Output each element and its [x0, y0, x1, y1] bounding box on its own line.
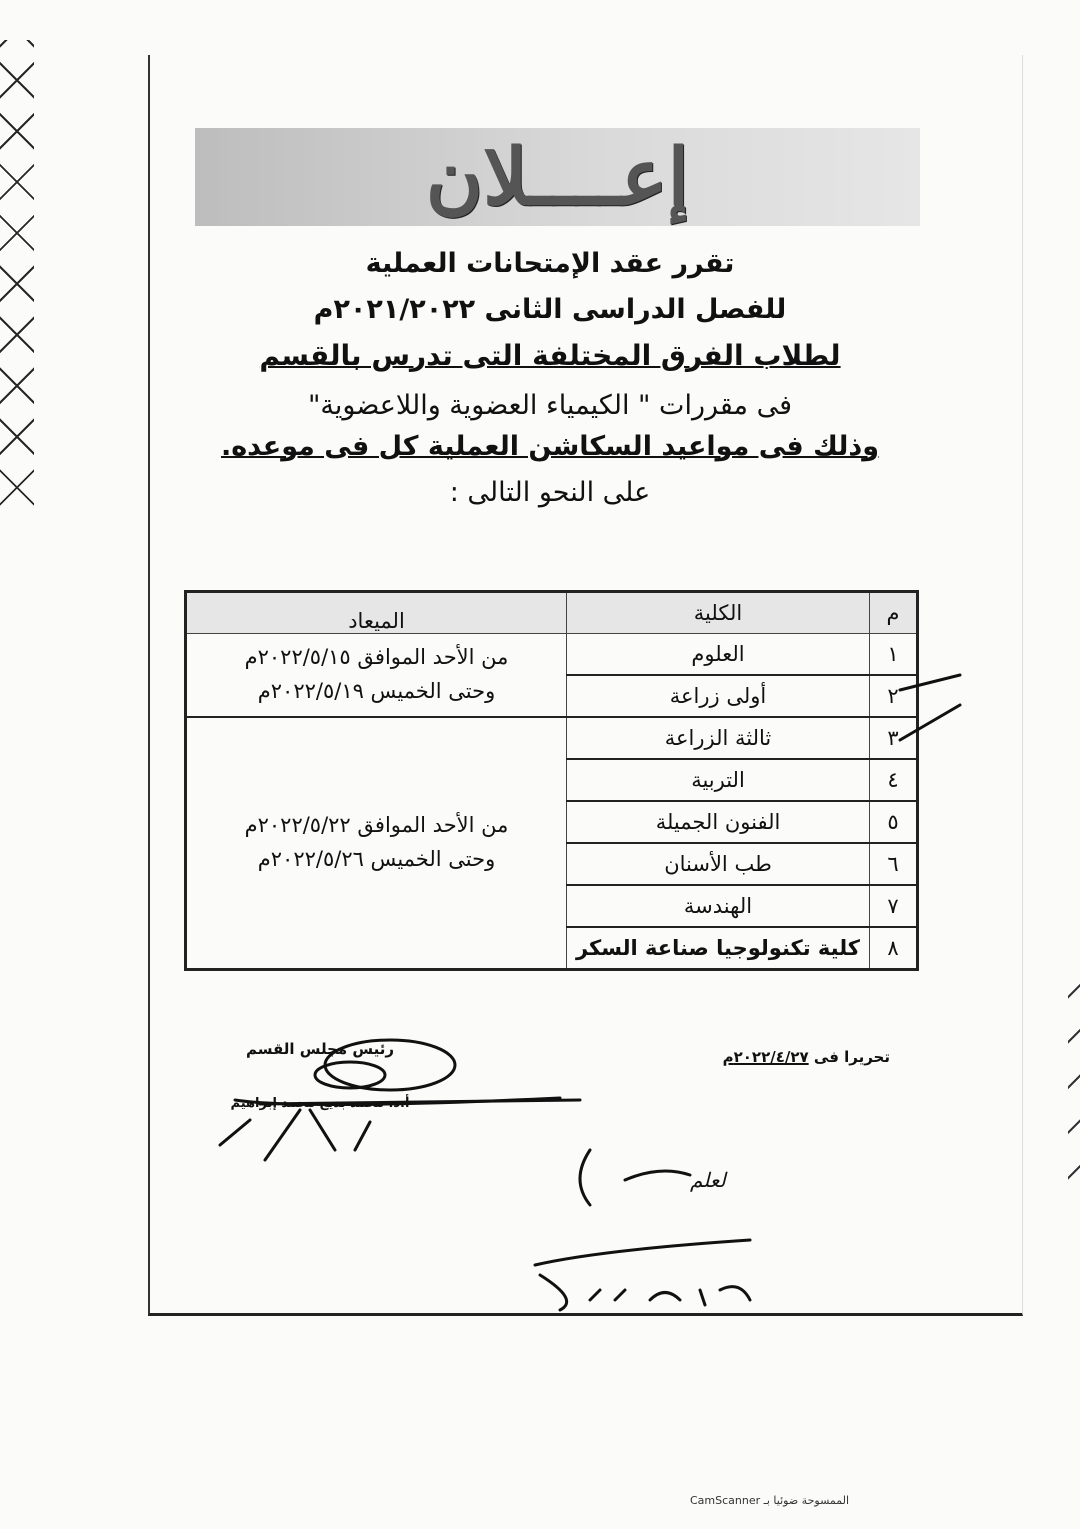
date-group-2-start: من الأحد الموافق ٢٠٢٢/٥/٢٢م	[244, 813, 509, 838]
date-group-1-end: وحتى الخميس ٢٠٢٢/٥/١٩م	[257, 679, 496, 703]
row-faculty: العلوم	[567, 634, 870, 676]
header-faculty: الكلية	[567, 592, 870, 634]
written-on-label: تحريرا فى	[813, 1048, 890, 1066]
signatory-title: رئيس مجلس القسم	[245, 1040, 395, 1058]
row-num: ٣	[870, 717, 918, 759]
table-row	[186, 717, 918, 759]
date-group-2	[186, 717, 567, 970]
handwritten-note: لعلم	[690, 1168, 726, 1192]
signatory-name: أ.د. محمد بديع محمد إبراهيم	[230, 1096, 410, 1111]
written-on-date: ٢٠٢٢/٤/٢٧م	[722, 1048, 809, 1066]
row-faculty: الفنون الجميلة	[567, 801, 870, 843]
hatch-pattern-left	[0, 40, 34, 520]
camscanner-watermark: الممسوحة ضوئيا بـ CamScanner	[690, 1494, 850, 1507]
row-faculty: كلية تكنولوجيا صناعة السكر	[567, 927, 870, 970]
written-on	[700, 1048, 890, 1066]
announcement-title: إعــــلان	[425, 131, 690, 223]
row-faculty: الهندسة	[567, 885, 870, 927]
table-row	[186, 634, 918, 676]
body-line-5: وذلك فى مواعيد السكاشن العملية كل فى موعده.	[220, 430, 880, 462]
body-line-3: لطلاب الفرق المختلفة التى تدرس بالقسم	[259, 338, 841, 372]
row-num: ٦	[870, 843, 918, 885]
body-line-2: للفصل الدراسى الثانى ٢٠٢١/٢٠٢٢م	[313, 294, 787, 326]
body-line-4: فى مقررات " الكيمياء العضوية واللاعضوية"	[307, 390, 793, 422]
row-num: ١	[870, 634, 918, 676]
date-group-2-end: وحتى الخميس ٢٠٢٢/٥/٢٦م	[257, 847, 496, 871]
row-num: ٥	[870, 801, 918, 843]
date-group-1	[186, 634, 567, 718]
row-num: ٨	[870, 927, 918, 970]
row-faculty: طب الأسنان	[567, 843, 870, 885]
header-date: الميعاد	[186, 592, 567, 634]
signature-block	[200, 1040, 440, 1111]
row-faculty: ثالثة الزراعة	[567, 717, 870, 759]
row-faculty: التربية	[567, 759, 870, 801]
row-num: ٧	[870, 885, 918, 927]
row-faculty: أولى زراعة	[567, 675, 870, 717]
body-line-6: على النحو التالى :	[449, 477, 651, 509]
body-line-1: تقرر عقد الإمتحانات العملية	[365, 248, 735, 279]
date-group-1-start: من الأحد الموافق ٢٠٢٢/٥/١٥م	[244, 645, 509, 670]
announcement-body	[200, 248, 900, 510]
header-num: م	[870, 592, 918, 634]
hatch-pattern-right	[1068, 960, 1080, 1210]
row-num: ٤	[870, 759, 918, 801]
schedule-table	[184, 590, 919, 971]
row-num: ٢	[870, 675, 918, 717]
announcement-banner	[195, 128, 920, 226]
